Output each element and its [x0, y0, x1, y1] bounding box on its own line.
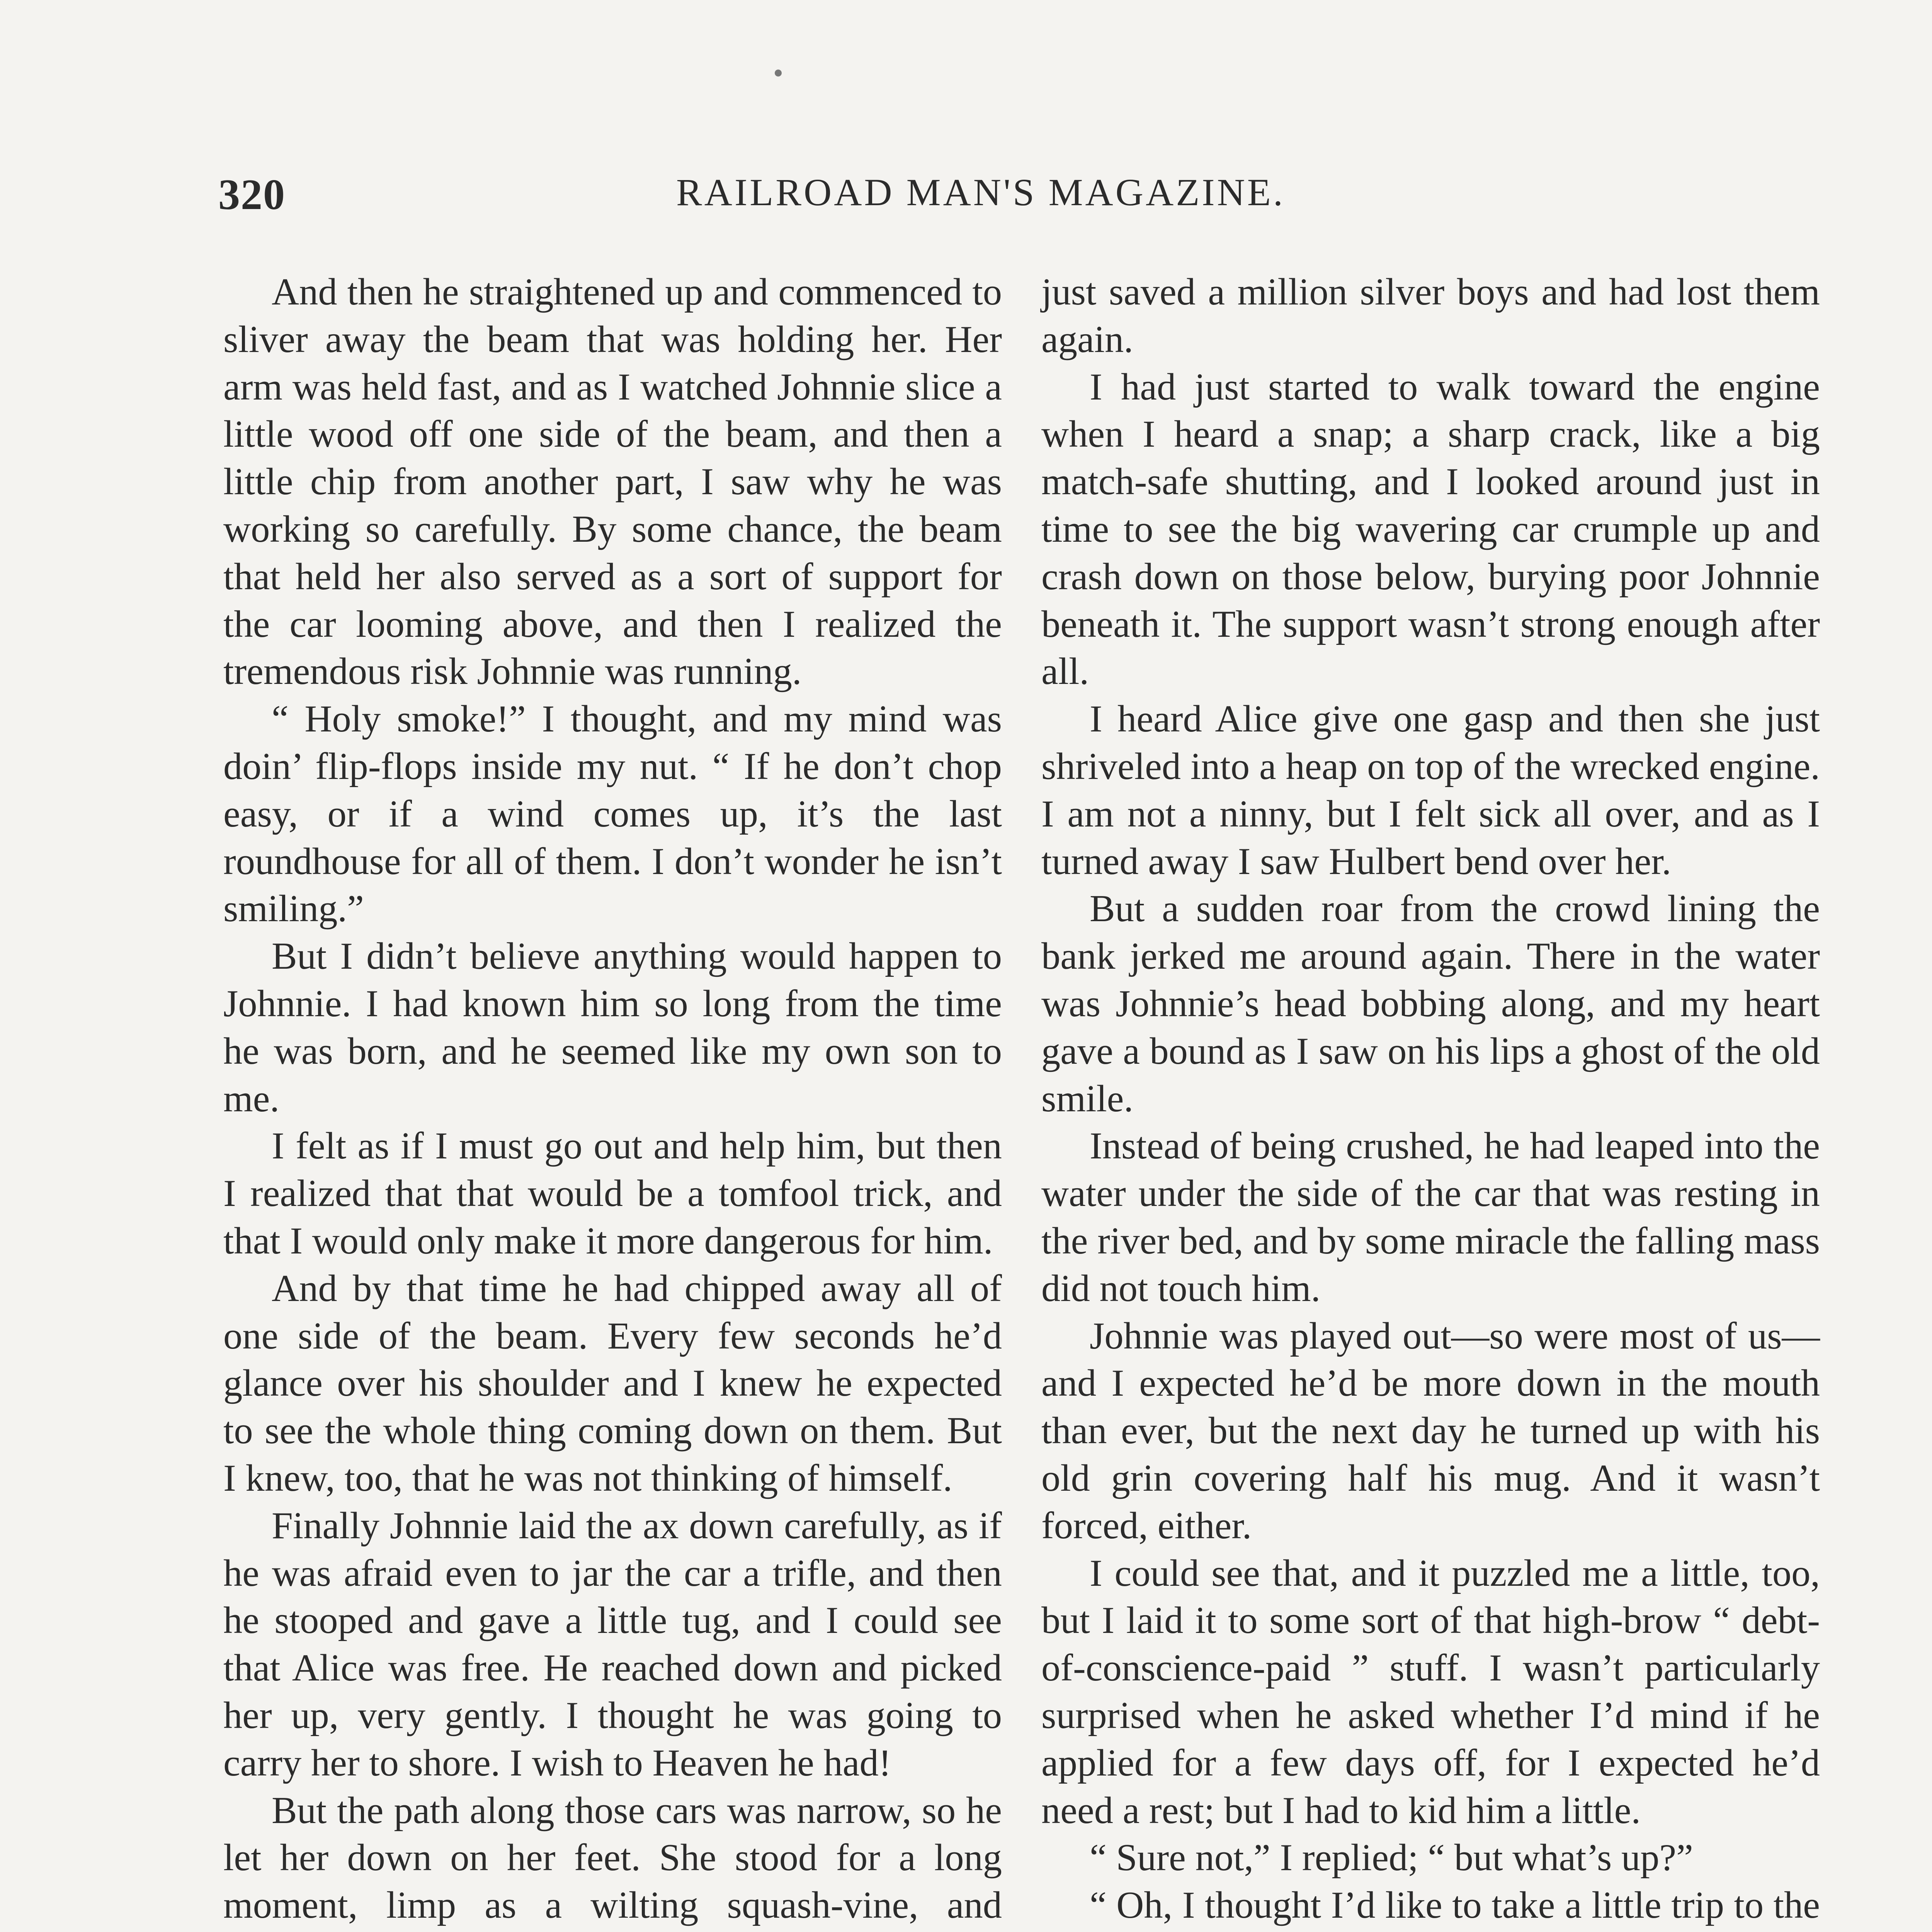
paragraph: Instead of being crushed, he had leaped into the water under the side of the car that was resting in the river bed, and by some miracle the falling mass did not touch him. [1041, 1125, 1820, 1310]
paragraph: I heard Alice give one gasp and then she just shriveled into a heap on top of the wrecked engine. I am not a ninny, but I felt sick all over, and as I turned away I saw Hulbert bend over her. [1041, 698, 1820, 883]
paragraph: I felt as if I must go out and help him, but then I realized that that would be a tomfool trick, and that I would only make it more dangerous for him. [223, 1125, 1002, 1262]
page-number: 320 [218, 171, 286, 219]
paragraph: And by that time he had chipped away all of one side of the beam. Every few seconds he’d glance over his shoulder and I knew he expected to see the whole thing coming down on them. But I knew, too, that he was not thinking of himself. [223, 1267, 1002, 1499]
paragraph: “ Oh, I thought I’d like to take a little trip to the [1090, 1884, 1820, 1927]
paragraph: I had just started to walk toward the engine when I heard a snap; a sharp crack, like a big match-safe shutting, and I looked around just in time to see the big wavering car crumple up and crash down on those below, burying poor Johnnie beneath it. The support wasn’t strong enough after all. [1041, 366, 1820, 693]
paragraph: But a sudden roar from the crowd lining the bank jerked me around again. There in the water was Johnnie’s head bobbing along, and my heart gave a bound as I saw on his lips a ghost of the old smile. [1041, 888, 1820, 1120]
running-head: RAILROAD MAN'S MAGAZINE. [676, 171, 1285, 214]
left-column [223, 269, 1002, 1932]
paragraph: I could see that, and it puzzled me a little, too, but I laid it to some sort of that high-brow “ debt-of-conscience-paid ” stuff. I wasn’t particularly surprised when he asked whether I’d mind if he applied for a few days off, for I expected he’d need a rest; but I had to kid him a little. [1041, 1552, 1820, 1832]
paragraph: But I didn’t believe anything would happen to Johnnie. I had known him so long from the time he was born, and he seemed like my own son to me. [223, 935, 1002, 1120]
paragraph: “ Holy smoke!” I thought, and my mind was doin’ flip-flops inside my nut. “ If he don’t chop easy, or if a wind comes up, it’s the last roundhouse for all of them. I don’t wonder he isn’t smiling.” [223, 698, 1002, 930]
paper-speck [775, 70, 782, 77]
paragraph: Johnnie was played out—so were most of us—and I expected he’d be more down in the mouth than ever, but the next day he turned up with his old grin covering half his mug. And it wasn’t forced, either. [1041, 1315, 1820, 1547]
paragraph: “ Sure not,” I replied; “ but what’s up?” [1090, 1837, 1693, 1879]
paragraph: Finally Johnnie laid the ax down carefully, as if he was afraid even to jar the car a trifle, and then he stooped and gave a little tug, and I could see that Alice was free. He reached down and picked her up, very gently. I thought he was going to carry her to shore. I wish to Heaven he had! [223, 1504, 1002, 1784]
paragraph: But the path along those cars was narrow, so he let her down on her feet. She stood for a long moment, limp as a wilting squash-vine, and [223, 1789, 1002, 1927]
page-header [218, 170, 1435, 228]
paragraph-continued: just saved a million silver boys and had lost them again. [1041, 271, 1820, 361]
right-column [1041, 269, 1820, 1932]
paragraph: And then he straightened up and commenced to sliver away the beam that was holding her. Her arm was held fast, and as I watched Johnnie slice a little wood off one side of the beam, and then a little chip from another part, I saw why he was working so carefully. By some chance, the beam that held her also served as a sort of support for the car looming above, and then I realized the tremendous risk Johnnie was running. [223, 271, 1002, 693]
